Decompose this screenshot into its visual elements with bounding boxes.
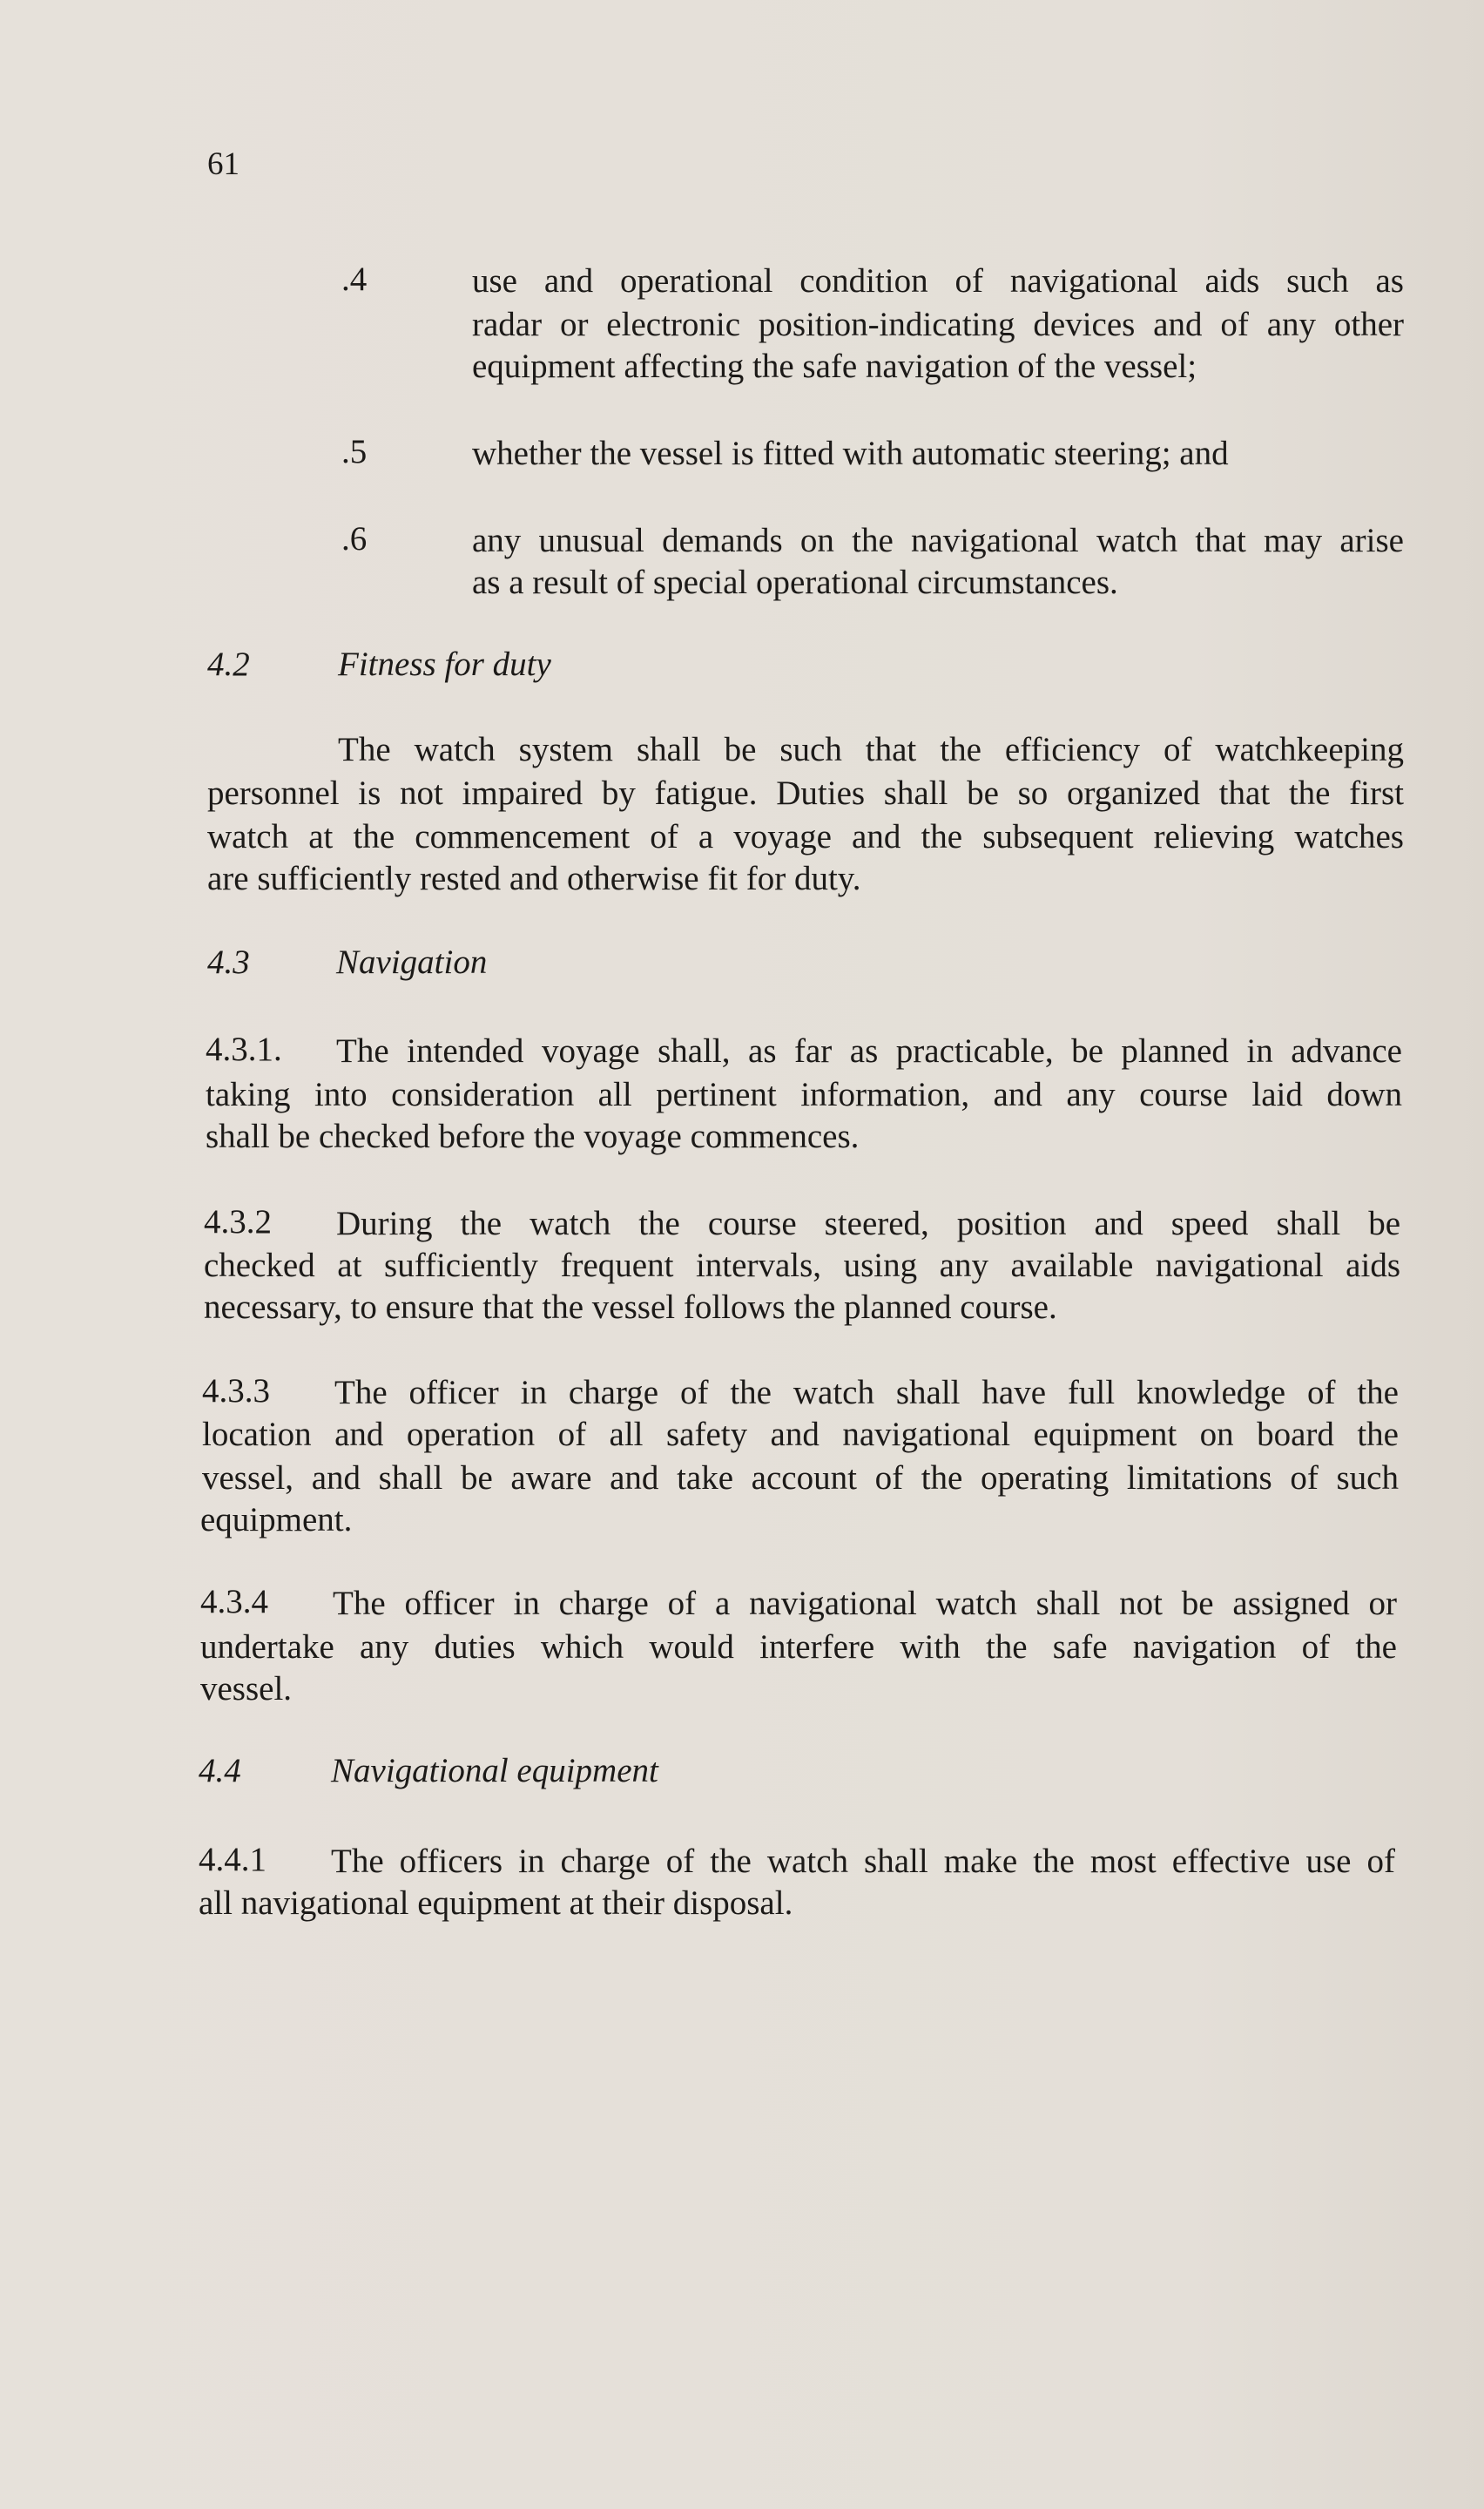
paragraph-line: During the watch the course steered, position and speed shall be: [336, 1205, 1400, 1242]
paragraph-line: vessel.: [200, 1670, 293, 1708]
list-item-number: .5: [341, 433, 368, 470]
paragraph-line: taking into consideration all pertinent information, and any course laid down: [206, 1076, 1402, 1113]
list-item-number: .6: [341, 520, 368, 558]
paragraph-number: 4.3.2: [204, 1203, 272, 1241]
list-item-number: .4: [341, 260, 368, 298]
list-item-line: as a result of special operational circumstances.: [472, 564, 1118, 601]
paragraph-number: 4.3.3: [202, 1372, 270, 1410]
section-title: Fitness for duty: [338, 646, 551, 683]
paragraph-line: shall be checked before the voyage commences.: [206, 1118, 860, 1155]
paragraph-line: personnel is not impaired by fatigue. Duties shall be so organized that the first: [207, 774, 1404, 812]
section-number: 4.2: [207, 646, 250, 683]
paragraph-line: location and operation of all safety and navigational equipment on board the: [202, 1416, 1399, 1453]
list-item-line: use and operational condition of navigational aids such as: [472, 262, 1404, 300]
section-number: 4.3: [207, 943, 250, 981]
list-item-line: equipment affecting the safe navigation of the vessel;: [472, 348, 1197, 385]
section-title: Navigation: [336, 943, 488, 981]
list-item-line: any unusual demands on the navigational watch that may arise: [472, 522, 1404, 559]
paragraph-line: The officer in charge of a navigational watch shall not be assigned or: [333, 1585, 1397, 1622]
paragraph-line: vessel, and shall be aware and take account of the operating limitations of such: [202, 1459, 1399, 1497]
paragraph-line: equipment.: [200, 1501, 353, 1539]
paragraph-line: are sufficiently rested and otherwise fit for duty.: [207, 860, 861, 897]
paragraph-line: The officer in charge of the watch shall have full knowledge of the: [334, 1374, 1399, 1411]
paragraph-line: watch at the commencement of a voyage and the subsequent relieving watches: [207, 818, 1404, 855]
page-number: 61: [207, 146, 239, 182]
paragraph-line: The officers in charge of the watch shall make the most effective use of: [331, 1843, 1395, 1880]
section-title: Navigational equipment: [331, 1752, 658, 1789]
paragraph-line: The watch system shall be such that the efficiency of watchkeeping: [338, 731, 1404, 768]
paragraph-line: The intended voyage shall, as far as practicable, be planned in advance: [336, 1032, 1402, 1070]
paragraph-number: 4.3.4: [200, 1583, 268, 1620]
section-number: 4.4: [199, 1752, 241, 1789]
list-item-line: radar or electronic position-indicating devices and of any other: [472, 306, 1404, 343]
paragraph-number: 4.3.1.: [206, 1031, 282, 1068]
paragraph-line: all navigational equipment at their disposal.: [199, 1884, 793, 1922]
paragraph-line: necessary, to ensure that the vessel follows the planned course.: [204, 1288, 1057, 1326]
paragraph-line: undertake any duties which would interfere with the safe navigation of the: [200, 1628, 1397, 1666]
paragraph-number: 4.4.1: [199, 1841, 266, 1878]
list-item-line: whether the vessel is fitted with automatic steering; and: [472, 435, 1229, 472]
paragraph-line: checked at sufficiently frequent intervals, using any available navigational aids: [204, 1247, 1400, 1284]
